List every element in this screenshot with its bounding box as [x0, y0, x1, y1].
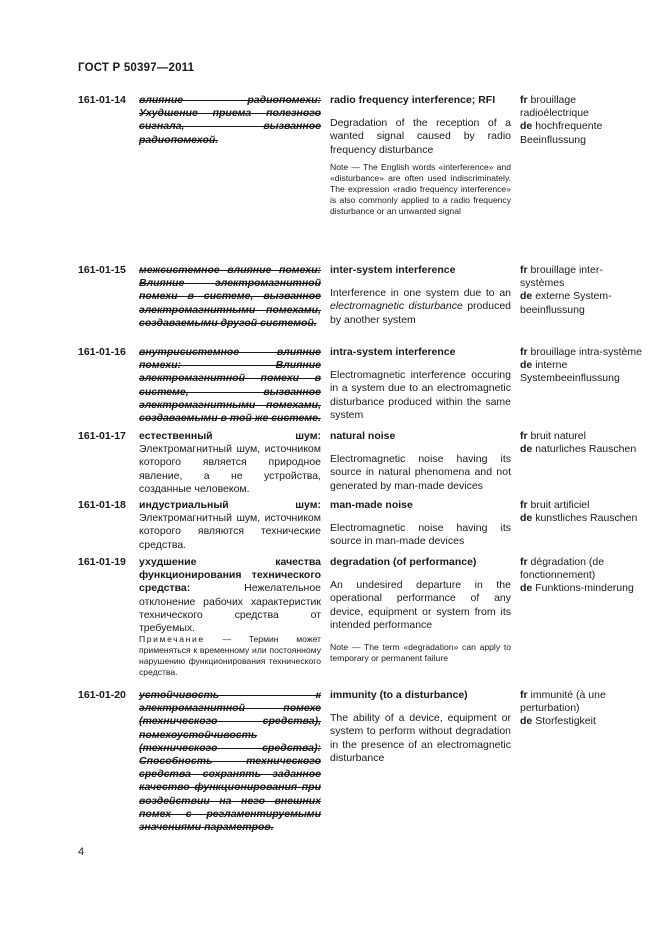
english-definition: The ability of a device, equipment or system to perform without degradation in the presence of an electromagnetic disturbance	[330, 712, 511, 764]
english-note: Note — The English words «interference» and «disturbance» are often used indiscriminately. The expression «radio frequency interference» is also commonly applied to a radio frequency disturbance or an unwanted signal	[330, 161, 511, 216]
french-term: dégradation (de fonctionnement)	[520, 556, 605, 582]
russian-note: Примечание — Термин может применяться к временному или постоянному нарушению функционирования технического средства.	[139, 634, 321, 677]
de-label: de	[520, 443, 533, 456]
fr-label: fr	[520, 264, 528, 276]
german-term: externe System-beeinflussung	[520, 290, 612, 316]
english-term: degradation (of performance)	[330, 556, 477, 568]
russian-definition: индустриальный шум: Электромагнитный шум, источником которого являются технические средства.	[139, 499, 321, 551]
french-term: bruit artificiel	[530, 499, 590, 511]
fr-de-equivalents	[520, 430, 645, 456]
german-term: interne Systembeeinflussung	[520, 359, 620, 385]
russian-term: индустриальный шум:	[139, 499, 321, 511]
document-header: ГОСТ Р 50397—2011	[78, 62, 195, 74]
english-definition: An undesired departure in the operational performance of any device, equipment or system from its intended performance	[330, 579, 511, 631]
fr-label: fr	[520, 94, 528, 106]
french-term: brouillage inter-systèmes	[520, 264, 603, 290]
english-definition: Electromagnetic noise having its source in man-made devices	[330, 522, 511, 548]
english-term: natural noise	[330, 430, 396, 442]
english-definition: Interference in one system due to an electromagnetic disturbance produced by another system	[330, 287, 511, 326]
english-column	[330, 689, 511, 765]
de-label: de	[520, 715, 533, 728]
german-term: Storfestigkeit	[535, 715, 596, 728]
english-note: Note — The term «degradation» can apply to temporary or permanent failure	[330, 642, 511, 664]
fr-label: fr	[520, 689, 528, 701]
french-term: brouillage radioélectrique	[520, 94, 589, 120]
fr-de-equivalents	[520, 346, 645, 386]
emphasis-term: electromagnetic disturbance	[330, 300, 463, 313]
russian-definition: внутрисистемное влияние помехи: Влияние электромагнитной помехи в системе, вызванное электромагнитными помехами, создаваемыми в той же системе.	[139, 346, 321, 425]
russian-definition: естественный шум: Электромагнитный шум, источником которого является природное явление, а не устройства, созданные человеком.	[139, 430, 321, 495]
term-number: 161-01-14	[78, 94, 126, 106]
de-label: de	[520, 359, 533, 372]
term-number: 161-01-18	[78, 499, 126, 511]
term-number: 161-01-16	[78, 346, 126, 358]
english-column	[330, 264, 511, 327]
russian-definition: устойчивость к электромагнитной помехе (технического средства), помехоустойчивость (технического средства): Способность технического средства сохранять заданное качество функционирования при воздействии на него внешних помех с регламентируемыми значениями параметров.	[139, 689, 321, 834]
fr-label: fr	[520, 556, 528, 568]
french-term: immunité (à une perturbation)	[520, 689, 606, 715]
german-term: naturliches Rauschen	[535, 443, 637, 456]
german-term: Funktions-minderung	[535, 582, 634, 595]
french-term: brouillage intra-système	[530, 346, 642, 358]
fr-de-equivalents	[520, 556, 645, 596]
english-column	[330, 430, 511, 493]
de-label: de	[520, 512, 533, 525]
fr-label: fr	[520, 430, 528, 442]
english-column	[330, 94, 511, 217]
fr-de-equivalents	[520, 94, 645, 147]
german-term: hochfrequente Beeinflussung	[520, 120, 603, 146]
english-definition: Electromagnetic noise having its source in natural phenomena and not generated by man-made devices	[330, 453, 511, 492]
english-column	[330, 556, 511, 664]
de-label: de	[520, 582, 533, 595]
de-label: de	[520, 290, 533, 303]
term-number: 161-01-15	[78, 264, 126, 276]
fr-de-equivalents	[520, 264, 645, 317]
fr-label: fr	[520, 499, 528, 511]
fr-de-equivalents	[520, 689, 645, 729]
fr-label: fr	[520, 346, 528, 358]
english-term: radio frequency interference; RFI	[330, 94, 496, 106]
english-definition: Electromagnetic interference occuring in a system due to an electromagnetic disturbance produced within the same system	[330, 369, 511, 421]
russian-definition: влияние радиопомехи: Ухудшение приема полезного сигнала, вызванное радиопомехой.	[139, 94, 321, 146]
page-number: 4	[78, 846, 85, 858]
english-term: man-made noise	[330, 499, 413, 511]
english-term: inter-system interference	[330, 264, 456, 276]
english-column	[330, 499, 511, 549]
english-column	[330, 346, 511, 422]
french-term: bruit naturel	[530, 430, 586, 442]
russian-term: ухудшение качества функционирования технического средства:	[139, 556, 321, 595]
russian-term: естественный шум:	[139, 430, 321, 442]
de-label: de	[520, 120, 533, 133]
english-term: intra-system interference	[330, 346, 456, 358]
russian-definition: межсистемное влияние помехи: Влияние электромагнитной помехи в системе, вызванное электромагнитными помехами, создаваемыми другой системой.	[139, 264, 321, 329]
term-number: 161-01-17	[78, 430, 126, 442]
english-term: immunity (to a disturbance)	[330, 689, 468, 701]
fr-de-equivalents	[520, 499, 645, 525]
term-number: 161-01-19	[78, 556, 126, 568]
german-term: kunstliches Rauschen	[535, 512, 638, 525]
russian-definition: ухудшение качества функционирования технического средства: Нежелательное отклонение рабочих характеристик технического средства от требуемых.	[139, 556, 321, 635]
english-definition: Degradation of the reception of a wanted signal caused by radio frequency disturbance	[330, 117, 511, 156]
term-number: 161-01-20	[78, 689, 126, 701]
note-label: Примечание	[139, 634, 205, 644]
